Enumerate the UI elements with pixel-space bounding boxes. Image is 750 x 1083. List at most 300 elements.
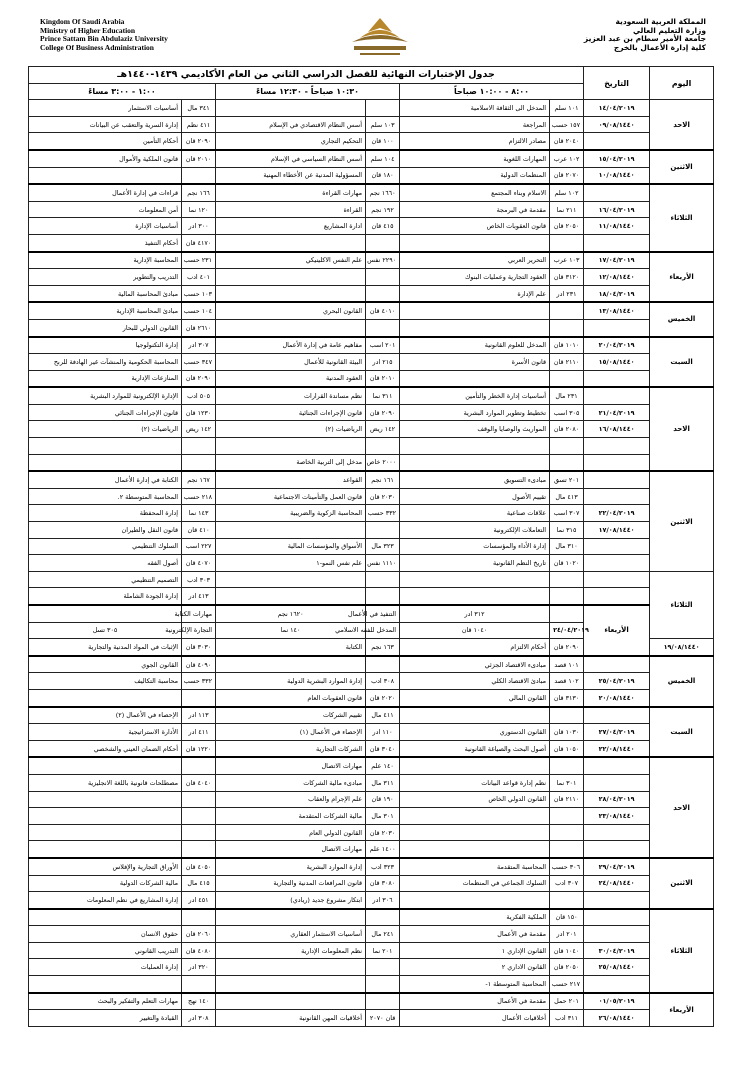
date-cell: ٢٥/٠٤/٢٠١٩ (584, 673, 650, 690)
course-code: ٢٠١ ادر (550, 926, 584, 943)
course-code: ٣٠٧ ادر (182, 337, 216, 354)
table-row (29, 285, 714, 302)
course-name: قانون الإجراءات الجنائي (29, 404, 182, 421)
course-code: ٣٤١ مال (182, 100, 216, 117)
course-code: ٢٠١ نما (366, 942, 400, 959)
course-name: إدارة المحفظة (29, 505, 182, 522)
course-code: ٣١٥ نما (550, 522, 584, 539)
course-code (550, 302, 584, 319)
course-name: حقوق الانسان (29, 926, 182, 943)
course-code: ٣٠٦ حسب (550, 858, 584, 875)
course-name: قانون العقوبات الخاص (400, 218, 550, 235)
course-code: ١٠٢ عرب (550, 150, 584, 167)
table-row (29, 421, 714, 438)
course-name (400, 571, 550, 588)
course-code (550, 454, 584, 471)
course-code: ٢١٧ حسب (550, 976, 584, 993)
course-name: أحكام التنفيذ (29, 234, 182, 251)
course-name: مدخل إلى التربية الخاصة (216, 454, 366, 471)
course-name: مالية الشركات الدولية (29, 875, 182, 892)
header-ar-line: كلية إدارة الأعمال بالخرج (613, 42, 706, 52)
date-cell: ١٠/٠٨/١٤٤٠ (584, 167, 650, 184)
date-cell: ٢٢/٠٤/٢٠١٩ (584, 505, 650, 522)
course-code: ٢٢٩٠ نفس (366, 252, 400, 269)
course-name: العقود التجارية وعمليات البنوك (400, 269, 550, 286)
course-code: ٢٠٣٠ قان (366, 488, 400, 505)
course-code: ٤١١ مال (366, 707, 400, 724)
course-code (366, 269, 400, 286)
course-code: ٢١٥ ادر (366, 354, 400, 371)
course-code: ٢٣١ ادر (550, 285, 584, 302)
day-cell: الاحد (650, 100, 714, 150)
table-row (29, 1010, 714, 1027)
course-name (216, 522, 366, 539)
course-name (29, 757, 182, 774)
course-name: نظم إدارة قواعد البيانات (400, 774, 550, 791)
course-name: الأدارة الاستراتيجية (29, 724, 182, 741)
course-name (216, 234, 366, 251)
course-name: المحاسبة الإدارية (29, 252, 182, 269)
day-cell: الاحد (650, 387, 714, 471)
course-name: الأسواق والمؤسسات المالية (216, 538, 366, 555)
course-code: ١٠٤٠ قان (400, 622, 550, 639)
table-row (29, 370, 714, 387)
course-code (182, 808, 216, 825)
table-row (29, 588, 714, 605)
course-code: ١٢٢٠ قان (182, 740, 216, 757)
course-name: التعاملات الإلكترونية (400, 522, 550, 539)
course-name: مهارات الاتصال (216, 757, 366, 774)
date-cell: ٠١/٠٥/٢٠١٩ (584, 993, 650, 1010)
course-name: تخطيط وتطوير الموارد البشرية (400, 404, 550, 421)
course-code (550, 757, 584, 774)
table-row (29, 167, 714, 184)
date-cell: ٢٣/٠٨/١٤٤٠ (584, 808, 650, 825)
table-row (29, 354, 714, 371)
course-code: ٣٢٣ مال (366, 538, 400, 555)
course-name: أصول البحث والصياغة القانونية (400, 740, 550, 757)
course-name (216, 959, 366, 976)
course-name (216, 571, 366, 588)
course-code (366, 234, 400, 251)
course-name: القانون الدستوري (400, 724, 550, 741)
course-code: ٢٠٩٠ قان (182, 133, 216, 150)
course-code (182, 757, 216, 774)
day-cell: الأربعاء (584, 605, 650, 656)
course-code: ١٤٠ نما (216, 622, 366, 639)
date-cell: ١٦/٠٤/٢٠١٩ (584, 201, 650, 218)
date-cell (584, 841, 650, 858)
day-cell: الأربعاء (650, 993, 714, 1027)
course-name: القيادة والتغيير (29, 1010, 182, 1027)
date-cell (584, 571, 650, 588)
date-cell (584, 926, 650, 943)
course-code (550, 571, 584, 588)
page-title: جدول الإختبارات النهائية للفصل الدراسي الثاني من العام الأكاديمي ١٤٣٩-١٤٤٠هـ (29, 67, 584, 84)
date-cell: ١٨/٠٤/٢٠١٩ (584, 285, 650, 302)
table-row (29, 150, 714, 167)
course-code: ٤١١ ادر (182, 724, 216, 741)
course-code: ٢٠١ اسب (366, 337, 400, 354)
date-cell: ٠٩/٠٨/١٤٤٠ (584, 116, 650, 133)
table-row (29, 858, 714, 875)
course-code: ٢٠١ تسق (550, 471, 584, 488)
course-name: المحاسبة المتقدمة (400, 858, 550, 875)
date-cell: ١٥/٠٤/٢٠١٩ (584, 150, 650, 167)
course-name: السلوك الجماعي في المنظمات (400, 875, 550, 892)
course-name (29, 841, 182, 858)
course-code: ٢٠٨٠ قان (550, 421, 584, 438)
course-name: مبادئ المحاسبة الإدارية (29, 302, 182, 319)
course-code: ١٩٢ نجم (366, 201, 400, 218)
course-name: إدارة الأداء والمؤسسات (400, 538, 550, 555)
day-cell: الخميس (650, 302, 714, 336)
course-code: ٢١١٠ قان (550, 791, 584, 808)
course-code (550, 370, 584, 387)
course-name: الكتابة في إدارة الأعمال (29, 471, 182, 488)
course-code (366, 100, 400, 117)
course-code (550, 234, 584, 251)
table-row (29, 505, 714, 522)
date-cell (584, 892, 650, 909)
course-code: ٣٠٠ ادر (182, 218, 216, 235)
day-header: اليوم (650, 67, 714, 100)
course-name: إدارة الجودة الشاملة (29, 588, 182, 605)
course-name: مبادىء مالية الشركات (216, 774, 366, 791)
table-row (29, 673, 714, 690)
course-code: ١١٣ ادر (182, 707, 216, 724)
course-code: ٤٠١٠ قان (366, 302, 400, 319)
course-code: ٣٠٣ ادب (182, 571, 216, 588)
course-name (400, 824, 550, 841)
slot1-header: ٨:٠٠ - ١٠:٠٠ صباحاً (400, 83, 584, 100)
date-cell (584, 555, 650, 572)
date-cell (584, 656, 650, 673)
course-name (216, 269, 366, 286)
course-code: ٤١٥ قان (366, 218, 400, 235)
course-name: مبادئ المحاسبة المالية (29, 285, 182, 302)
day-cell: الأربعاء (650, 252, 714, 303)
course-name: القراءة (216, 201, 366, 218)
course-code: ١٠٤ سلم (366, 150, 400, 167)
course-name: الاسلام وبناء المجتمع (400, 184, 550, 201)
course-name: نظم المعلومات الإدارية (216, 942, 366, 959)
table-row (29, 234, 714, 251)
course-name: الإثبات في المواد المدنية والتجارية (29, 639, 182, 656)
course-code: ٤٠٩٠ قان (182, 656, 216, 673)
course-name: المحاسبة المتوسطة ١- (400, 976, 550, 993)
course-name: أساسيات الإدارة (29, 218, 182, 235)
course-code: ٢٠٥٠ قان (550, 218, 584, 235)
table-row (29, 571, 714, 588)
course-code: ٢٠٥٠ قان (550, 959, 584, 976)
course-name: المهارات اللغوية (400, 150, 550, 167)
course-name: إدارة العمليات (29, 959, 182, 976)
date-cell (584, 133, 650, 150)
course-code: ٢٠٤٠ قان (550, 133, 584, 150)
course-code (550, 438, 584, 455)
table-row (29, 707, 714, 724)
course-code: ٤١٧٠ قان (182, 234, 216, 251)
course-code: ٤١٠ قان (182, 522, 216, 539)
course-name: الكتابة (216, 639, 366, 656)
course-name: قانون العمل والتأمينات الاجتماعية (216, 488, 366, 505)
date-cell (584, 184, 650, 201)
course-code (550, 824, 584, 841)
date-cell (584, 370, 650, 387)
course-code: ٣٣٢ حسب (366, 505, 400, 522)
course-name (400, 757, 550, 774)
course-code: ١٦٧ نجم (182, 471, 216, 488)
exam-table (28, 66, 714, 1027)
course-code (182, 976, 216, 993)
table-row (29, 404, 714, 421)
course-name: إدارة المشاريع في نظم المعلومات (29, 892, 182, 909)
table-row (29, 438, 714, 455)
table-row (29, 184, 714, 201)
table-row (29, 269, 714, 286)
course-name (29, 909, 182, 926)
course-name (400, 892, 550, 909)
course-code: ٢٠٩٠ قان (182, 370, 216, 387)
course-code: ٣٠١ مال (366, 808, 400, 825)
course-code (366, 319, 400, 336)
table-row (29, 892, 714, 909)
course-code: ٢٠١٠ قان (366, 370, 400, 387)
date-cell: ١٦/٠٨/١٤٤٠ (584, 421, 650, 438)
date-cell (584, 387, 650, 404)
course-name: تقييم الأصول (400, 488, 550, 505)
header-en-line: College Of Business Administration (40, 42, 154, 52)
course-name (400, 438, 550, 455)
date-cell: ٢٧/٠٤/٢٠١٩ (584, 724, 650, 741)
date-cell: ١١/٠٨/١٤٤٠ (584, 218, 650, 235)
course-code: ٢٢٧ اسب (182, 538, 216, 555)
table-row (29, 100, 714, 117)
course-name: إدارة الموارد البشرية (216, 858, 366, 875)
course-code: ١٠٣ حسب (182, 285, 216, 302)
course-name (400, 707, 550, 724)
course-code: ١٦٣ نجم (366, 639, 400, 656)
course-code: ٣٤٧ حسب (182, 354, 216, 371)
course-name: الملكية الفكرية (400, 909, 550, 926)
date-cell: ٢٩/٠٤/٢٠١٩ (584, 858, 650, 875)
course-name: مقدمة في الأعمال (400, 926, 550, 943)
course-code: ٣١٣٠ قان (550, 689, 584, 706)
date-cell (584, 319, 650, 336)
date-cell (584, 824, 650, 841)
course-code: ٢٠٧٠ قان (550, 167, 584, 184)
course-name (400, 370, 550, 387)
course-code: ١٠٥٠ قان (550, 740, 584, 757)
course-code: ١٢٠ نما (182, 201, 216, 218)
course-name: القانون الدولي العام (216, 824, 366, 841)
course-code: ٤٠٥٠ قان (182, 858, 216, 875)
table-row (29, 959, 714, 976)
course-name: علم نفس النمو-١ (216, 555, 366, 572)
course-name: مهارات القراءة (216, 184, 366, 201)
course-name (29, 808, 182, 825)
course-name: المدخل الى الثقافة الاسلامية (400, 100, 550, 117)
course-code: قان ٢٠٧٠ (366, 1010, 400, 1027)
course-name: المحاسبة الحكومية والمنشآت غير الهادفة للربح (29, 354, 182, 371)
course-code (182, 689, 216, 706)
course-code: ٣٢٣ ادب (366, 858, 400, 875)
course-code: ٢٠٩٠ قان (366, 404, 400, 421)
date-cell (584, 471, 650, 488)
table-row (29, 337, 714, 354)
course-code: ٣٠٥ تسل (29, 622, 182, 639)
date-cell (584, 488, 650, 505)
course-code: ٥٠٥ ادب (182, 387, 216, 404)
course-name: القانون المالي (400, 689, 550, 706)
course-code: ٢٠٩٠ قان (550, 639, 584, 656)
course-name: المحاسبة المتوسطة ٢. (29, 488, 182, 505)
slot3-header: ١:٠٠ - ٣:٠٠ مساءً (29, 83, 216, 100)
table-row (29, 252, 714, 269)
course-name: القانون البحري (216, 302, 366, 319)
course-code: ٣١٢٠ قان (550, 269, 584, 286)
date-cell (550, 605, 584, 622)
table-row (29, 808, 714, 825)
course-name: مفاهيم عامة في إدارة الأعمال (216, 337, 366, 354)
date-cell (584, 538, 650, 555)
course-name: مهارات التعلم والتفكير والبحث (29, 993, 182, 1010)
course-name: مهارات الاتصال (216, 841, 366, 858)
course-name: أصول الفقه (29, 555, 182, 572)
course-code: ١٠١ قصد (550, 656, 584, 673)
exam-table-body (29, 100, 714, 1027)
course-name (216, 438, 366, 455)
course-code: ٣٠٨ ادب (366, 673, 400, 690)
course-code: ١٠٣ سلم (366, 116, 400, 133)
date-cell (584, 774, 650, 791)
table-row (29, 454, 714, 471)
table-row (29, 656, 714, 673)
course-code: ١١١٠ نفس (366, 555, 400, 572)
course-name: تقييم الشركات (216, 707, 366, 724)
course-name (400, 234, 550, 251)
course-code: ٤٠٧٠ قان (182, 555, 216, 572)
course-code (182, 909, 216, 926)
course-name: أحكام الالتزام (400, 639, 550, 656)
course-name: القانون الدولي الخاص (400, 791, 550, 808)
course-name: أسس النظام الاقتصادي في الإسلام (216, 116, 366, 133)
course-code (366, 588, 400, 605)
course-name: أساسيات الاستثمار (29, 100, 182, 117)
table-row (29, 774, 714, 791)
course-name (400, 841, 550, 858)
course-code: ٢٠١ حمل (550, 993, 584, 1010)
course-code: ٢٣١ مال (550, 387, 584, 404)
title-row (29, 67, 714, 84)
course-code: ٢٠١٠ قان (182, 150, 216, 167)
course-name: الإدارة الإلكترونية للموارد البشرية (29, 387, 182, 404)
table-row (29, 824, 714, 841)
course-code: ٤٥١ ادر (182, 892, 216, 909)
table-row (29, 909, 714, 926)
course-name: مصطلحات قانونية باللغة الانجليزية (29, 774, 182, 791)
table-row (29, 689, 714, 706)
table-row (29, 993, 714, 1010)
header-english (40, 18, 168, 52)
date-cell: ١٢/٠٨/١٤٤٠ (584, 269, 650, 286)
table-row (29, 387, 714, 404)
date-cell: ٢٤/٠٤/٢٠١٩ (550, 622, 584, 639)
date-cell: ٢١/٠٤/٢٠١٩ (584, 404, 650, 421)
course-name: العقود المدنية (216, 370, 366, 387)
course-code (366, 571, 400, 588)
table-row (29, 116, 714, 133)
day-cell: الثلاثاء (650, 184, 714, 251)
date-cell: ١٥/٠٨/١٤٤٠ (584, 354, 650, 371)
course-name (216, 909, 366, 926)
course-name: التحكيم التجاري (216, 133, 366, 150)
date-cell (584, 757, 650, 774)
course-name: أساسيات إدارة الخطر والتأمين (400, 387, 550, 404)
course-code: ٤١١ نظم (182, 116, 216, 133)
course-name: القواعد (216, 471, 366, 488)
course-code: ٤٠٨٠ قان (182, 942, 216, 959)
course-name: علم النفس الاكلينيكي (216, 252, 366, 269)
course-code: ٤٠٤٠ قان (182, 774, 216, 791)
header-en-line: Prince Sattam Bin Abdulaziz University (40, 34, 168, 44)
course-name: مقدمة في الأعمال (400, 993, 550, 1010)
course-code (550, 892, 584, 909)
slot2-header: ١٠:٣٠ صباحاً - ١٢:٣٠ مساءً (216, 83, 400, 100)
header-en-line: Kingdom Of Saudi Arabia (40, 17, 125, 26)
course-name: الأوراق التجارية والإفلاس (29, 858, 182, 875)
course-code: ٣٢٠ ادر (182, 959, 216, 976)
course-name: قانون الأسرة (400, 354, 550, 371)
table-row (29, 471, 714, 488)
course-code: ٣١١ نما (366, 387, 400, 404)
date-cell: ٣٠/٠٤/٢٠١٩ (584, 942, 650, 959)
course-code (550, 707, 584, 724)
course-code: ١٤٢ ريض (182, 421, 216, 438)
course-name (29, 791, 182, 808)
course-code: ١٤٠ نهج (182, 993, 216, 1010)
course-code: ١٠٣٠ قان (550, 724, 584, 741)
course-code: ١٤٠ علم (366, 757, 400, 774)
course-code: ٢٠٢٠ قان (366, 689, 400, 706)
course-code: ١٥٠ قان (550, 909, 584, 926)
course-name: الرياضيات (٢) (29, 421, 182, 438)
date-cell (584, 909, 650, 926)
course-name: أمن المعلومات (29, 201, 182, 218)
table-row (29, 757, 714, 774)
course-name (29, 454, 182, 471)
course-code: ١٠٢ سلم (550, 184, 584, 201)
course-code: ١٩٠ قان (366, 791, 400, 808)
course-name (29, 167, 182, 184)
course-code (550, 841, 584, 858)
course-name: المدخل للعلوم القانونية (400, 337, 550, 354)
date-cell: ٢٢/٠٨/١٤٤٠ (584, 740, 650, 757)
course-name: الرياضيات (٢) (216, 421, 366, 438)
date-cell: ١٤/٠٤/٢٠١٩ (584, 100, 650, 117)
table-row (29, 218, 714, 235)
date-cell: ٢٤/٠٨/١٤٤٠ (584, 875, 650, 892)
course-name (400, 588, 550, 605)
date-cell (584, 454, 650, 471)
course-name: ادارة المشاريع (216, 218, 366, 235)
course-code: ١٠١ سلم (550, 100, 584, 117)
course-code: ١٢٣٠ قان (182, 404, 216, 421)
course-name: علم الإجرام والعقاب (216, 791, 366, 808)
course-name: علاقات صناعية (400, 505, 550, 522)
course-code (182, 824, 216, 841)
